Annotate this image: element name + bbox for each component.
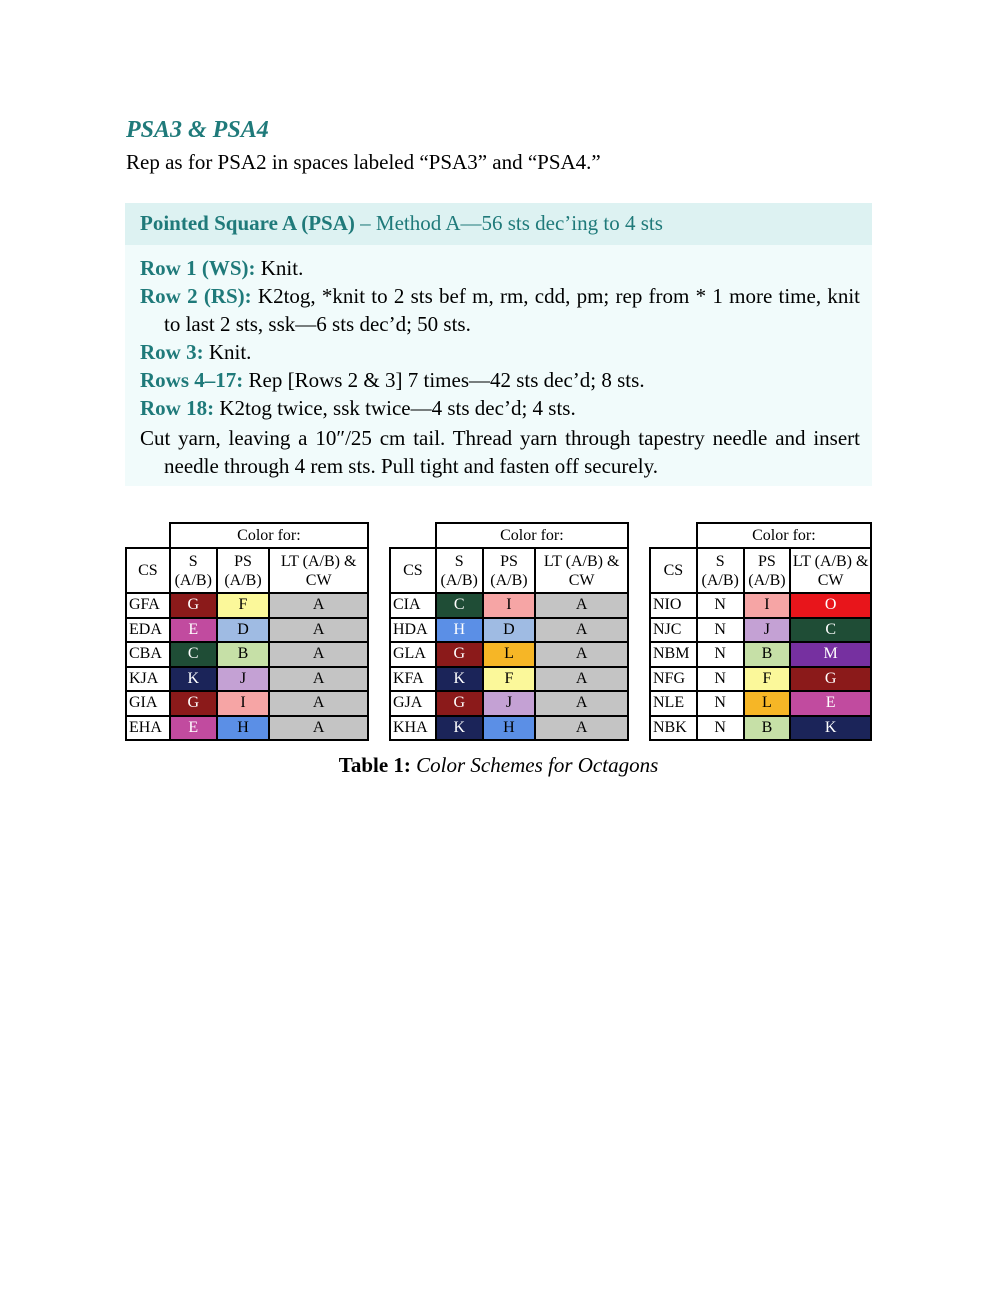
table-row [390, 618, 628, 643]
table-row [390, 667, 628, 692]
cs-header: CS [650, 548, 697, 593]
ps-color-cell: I [744, 593, 791, 618]
pattern-closing: Cut yarn, leaving a 10″/25 cm tail. Thread yarn through tapestry needle and insert needle through 4 rem sts. Pull tight and fasten off securely. [140, 426, 860, 478]
lt-color-cell: A [269, 593, 368, 618]
table-body [390, 593, 628, 740]
row-label: Rows 4–17: [140, 368, 244, 392]
table-row [650, 618, 871, 643]
row-text: K2tog twice, ssk twice—4 sts dec’d; 4 sts. [214, 396, 576, 420]
ps-color-cell: I [217, 691, 270, 716]
cs-code-cell: NBK [650, 716, 697, 741]
table-row [650, 667, 871, 692]
s-color-cell: G [170, 691, 217, 716]
pattern-row [140, 366, 860, 394]
ps-header: PS (A/B) [744, 548, 791, 593]
cs-code-cell: KJA [126, 667, 170, 692]
row-text: Rep [Rows 2 & 3] 7 times—42 sts dec’d; 8 sts. [243, 368, 645, 392]
section-heading: PSA3 & PSA4 [126, 117, 269, 143]
cs-code-cell: EHA [126, 716, 170, 741]
pattern-title-bold: Pointed Square A (PSA) [140, 211, 355, 235]
table-row [126, 593, 368, 618]
lt-color-cell: A [535, 618, 628, 643]
s-color-cell: K [436, 716, 483, 741]
table-row [126, 642, 368, 667]
ps-header: PS (A/B) [217, 548, 270, 593]
cs-code-cell: KHA [390, 716, 436, 741]
table-row [126, 716, 368, 741]
ps-color-cell: L [483, 642, 536, 667]
lt-color-cell: M [790, 642, 871, 667]
table-row [650, 642, 871, 667]
cs-code-cell: EDA [126, 618, 170, 643]
s-color-cell: H [436, 618, 483, 643]
lt-color-cell: G [790, 667, 871, 692]
s-color-cell: N [697, 667, 744, 692]
row-label: Row 3: [140, 340, 204, 364]
table-body [650, 593, 871, 740]
ps-color-cell: F [217, 593, 270, 618]
s-color-cell: K [436, 667, 483, 692]
caption-text: Color Schemes for Octagons [410, 753, 659, 777]
lt-color-cell: A [535, 642, 628, 667]
pattern-row [140, 282, 860, 338]
cs-code-cell: GJA [390, 691, 436, 716]
pattern-box-title [125, 203, 872, 245]
lt-color-cell: A [535, 716, 628, 741]
s-header: S (A/B) [697, 548, 744, 593]
table-row [390, 691, 628, 716]
lt-color-cell: O [790, 593, 871, 618]
lt-color-cell: A [269, 642, 368, 667]
row-text: Knit. [203, 340, 252, 364]
lt-color-cell: A [269, 716, 368, 741]
ps-color-cell: L [744, 691, 791, 716]
cs-code-cell: GIA [126, 691, 170, 716]
table-blank-cell [126, 523, 170, 548]
ps-color-cell: H [217, 716, 270, 741]
table-row [650, 593, 871, 618]
lt-color-cell: A [269, 667, 368, 692]
cs-code-cell: GLA [390, 642, 436, 667]
lt-header: LT (A/B) & CW [269, 548, 368, 593]
s-header: S (A/B) [170, 548, 217, 593]
table-row [650, 691, 871, 716]
cs-code-cell: NLE [650, 691, 697, 716]
table-row [650, 716, 871, 741]
lt-header: LT (A/B) & CW [535, 548, 628, 593]
ps-color-cell: B [744, 642, 791, 667]
cs-code-cell: CBA [126, 642, 170, 667]
color-table-2 [389, 522, 629, 741]
table-caption [0, 753, 997, 778]
ps-color-cell: H [483, 716, 536, 741]
table-row [390, 642, 628, 667]
pattern-row [140, 394, 860, 422]
color-table-1 [125, 522, 369, 741]
table-row [126, 691, 368, 716]
s-color-cell: N [697, 716, 744, 741]
lt-color-cell: A [535, 691, 628, 716]
cs-code-cell: NBM [650, 642, 697, 667]
lt-color-cell: A [535, 593, 628, 618]
cs-header: CS [390, 548, 436, 593]
s-color-cell: C [436, 593, 483, 618]
table-row [390, 593, 628, 618]
ps-color-cell: J [217, 667, 270, 692]
cs-code-cell: HDA [390, 618, 436, 643]
s-color-cell: C [170, 642, 217, 667]
s-color-cell: N [697, 593, 744, 618]
lt-header: LT (A/B) & CW [790, 548, 871, 593]
lt-color-cell: C [790, 618, 871, 643]
s-color-cell: K [170, 667, 217, 692]
section-intro: Rep as for PSA2 in spaces labeled “PSA3” and “PSA4.” [126, 150, 601, 174]
table-blank-cell [650, 523, 697, 548]
row-text: Knit. [255, 256, 304, 280]
lt-color-cell: A [269, 618, 368, 643]
row-label: Row 18: [140, 396, 215, 420]
ps-color-cell: D [483, 618, 536, 643]
s-color-cell: G [170, 593, 217, 618]
s-color-cell: N [697, 618, 744, 643]
lt-color-cell: A [269, 691, 368, 716]
table-row [390, 716, 628, 741]
pattern-row [140, 254, 860, 282]
pattern-title-rest: – Method A—56 sts dec’ing to 4 sts [354, 211, 663, 235]
lt-color-cell: A [535, 667, 628, 692]
cs-header: CS [126, 548, 170, 593]
s-color-cell: E [170, 618, 217, 643]
lt-color-cell: K [790, 716, 871, 741]
color-table-3 [649, 522, 872, 741]
s-color-cell: G [436, 691, 483, 716]
ps-color-cell: J [483, 691, 536, 716]
ps-color-cell: B [217, 642, 270, 667]
table-row [126, 667, 368, 692]
row-text: K2tog, *knit to 2 sts bef m, rm, cdd, pm; rep from * 1 more time, knit to last 2 sts, ssk—6 sts dec’d; 50 sts. [164, 284, 860, 336]
row-label: Row 1 (WS): [140, 256, 256, 280]
cs-code-cell: NFG [650, 667, 697, 692]
table-blank-cell [390, 523, 436, 548]
pattern-box [125, 203, 872, 486]
row-label: Row 2 (RS): [140, 284, 252, 308]
caption-label: Table 1: [338, 753, 411, 777]
color-for-header: Color for: [170, 523, 368, 548]
lt-color-cell: E [790, 691, 871, 716]
s-color-cell: N [697, 691, 744, 716]
table-body [126, 593, 368, 740]
s-color-cell: E [170, 716, 217, 741]
s-color-cell: G [436, 642, 483, 667]
ps-color-cell: B [744, 716, 791, 741]
color-for-header: Color for: [436, 523, 628, 548]
cs-code-cell: NIO [650, 593, 697, 618]
cs-code-cell: GFA [126, 593, 170, 618]
ps-header: PS (A/B) [483, 548, 536, 593]
cs-code-cell: CIA [390, 593, 436, 618]
ps-color-cell: J [744, 618, 791, 643]
table-row [126, 618, 368, 643]
cs-code-cell: KFA [390, 667, 436, 692]
color-for-header: Color for: [697, 523, 871, 548]
s-color-cell: N [697, 642, 744, 667]
s-header: S (A/B) [436, 548, 483, 593]
ps-color-cell: F [483, 667, 536, 692]
cs-code-cell: NJC [650, 618, 697, 643]
ps-color-cell: I [483, 593, 536, 618]
ps-color-cell: F [744, 667, 791, 692]
ps-color-cell: D [217, 618, 270, 643]
pattern-row [140, 338, 860, 366]
